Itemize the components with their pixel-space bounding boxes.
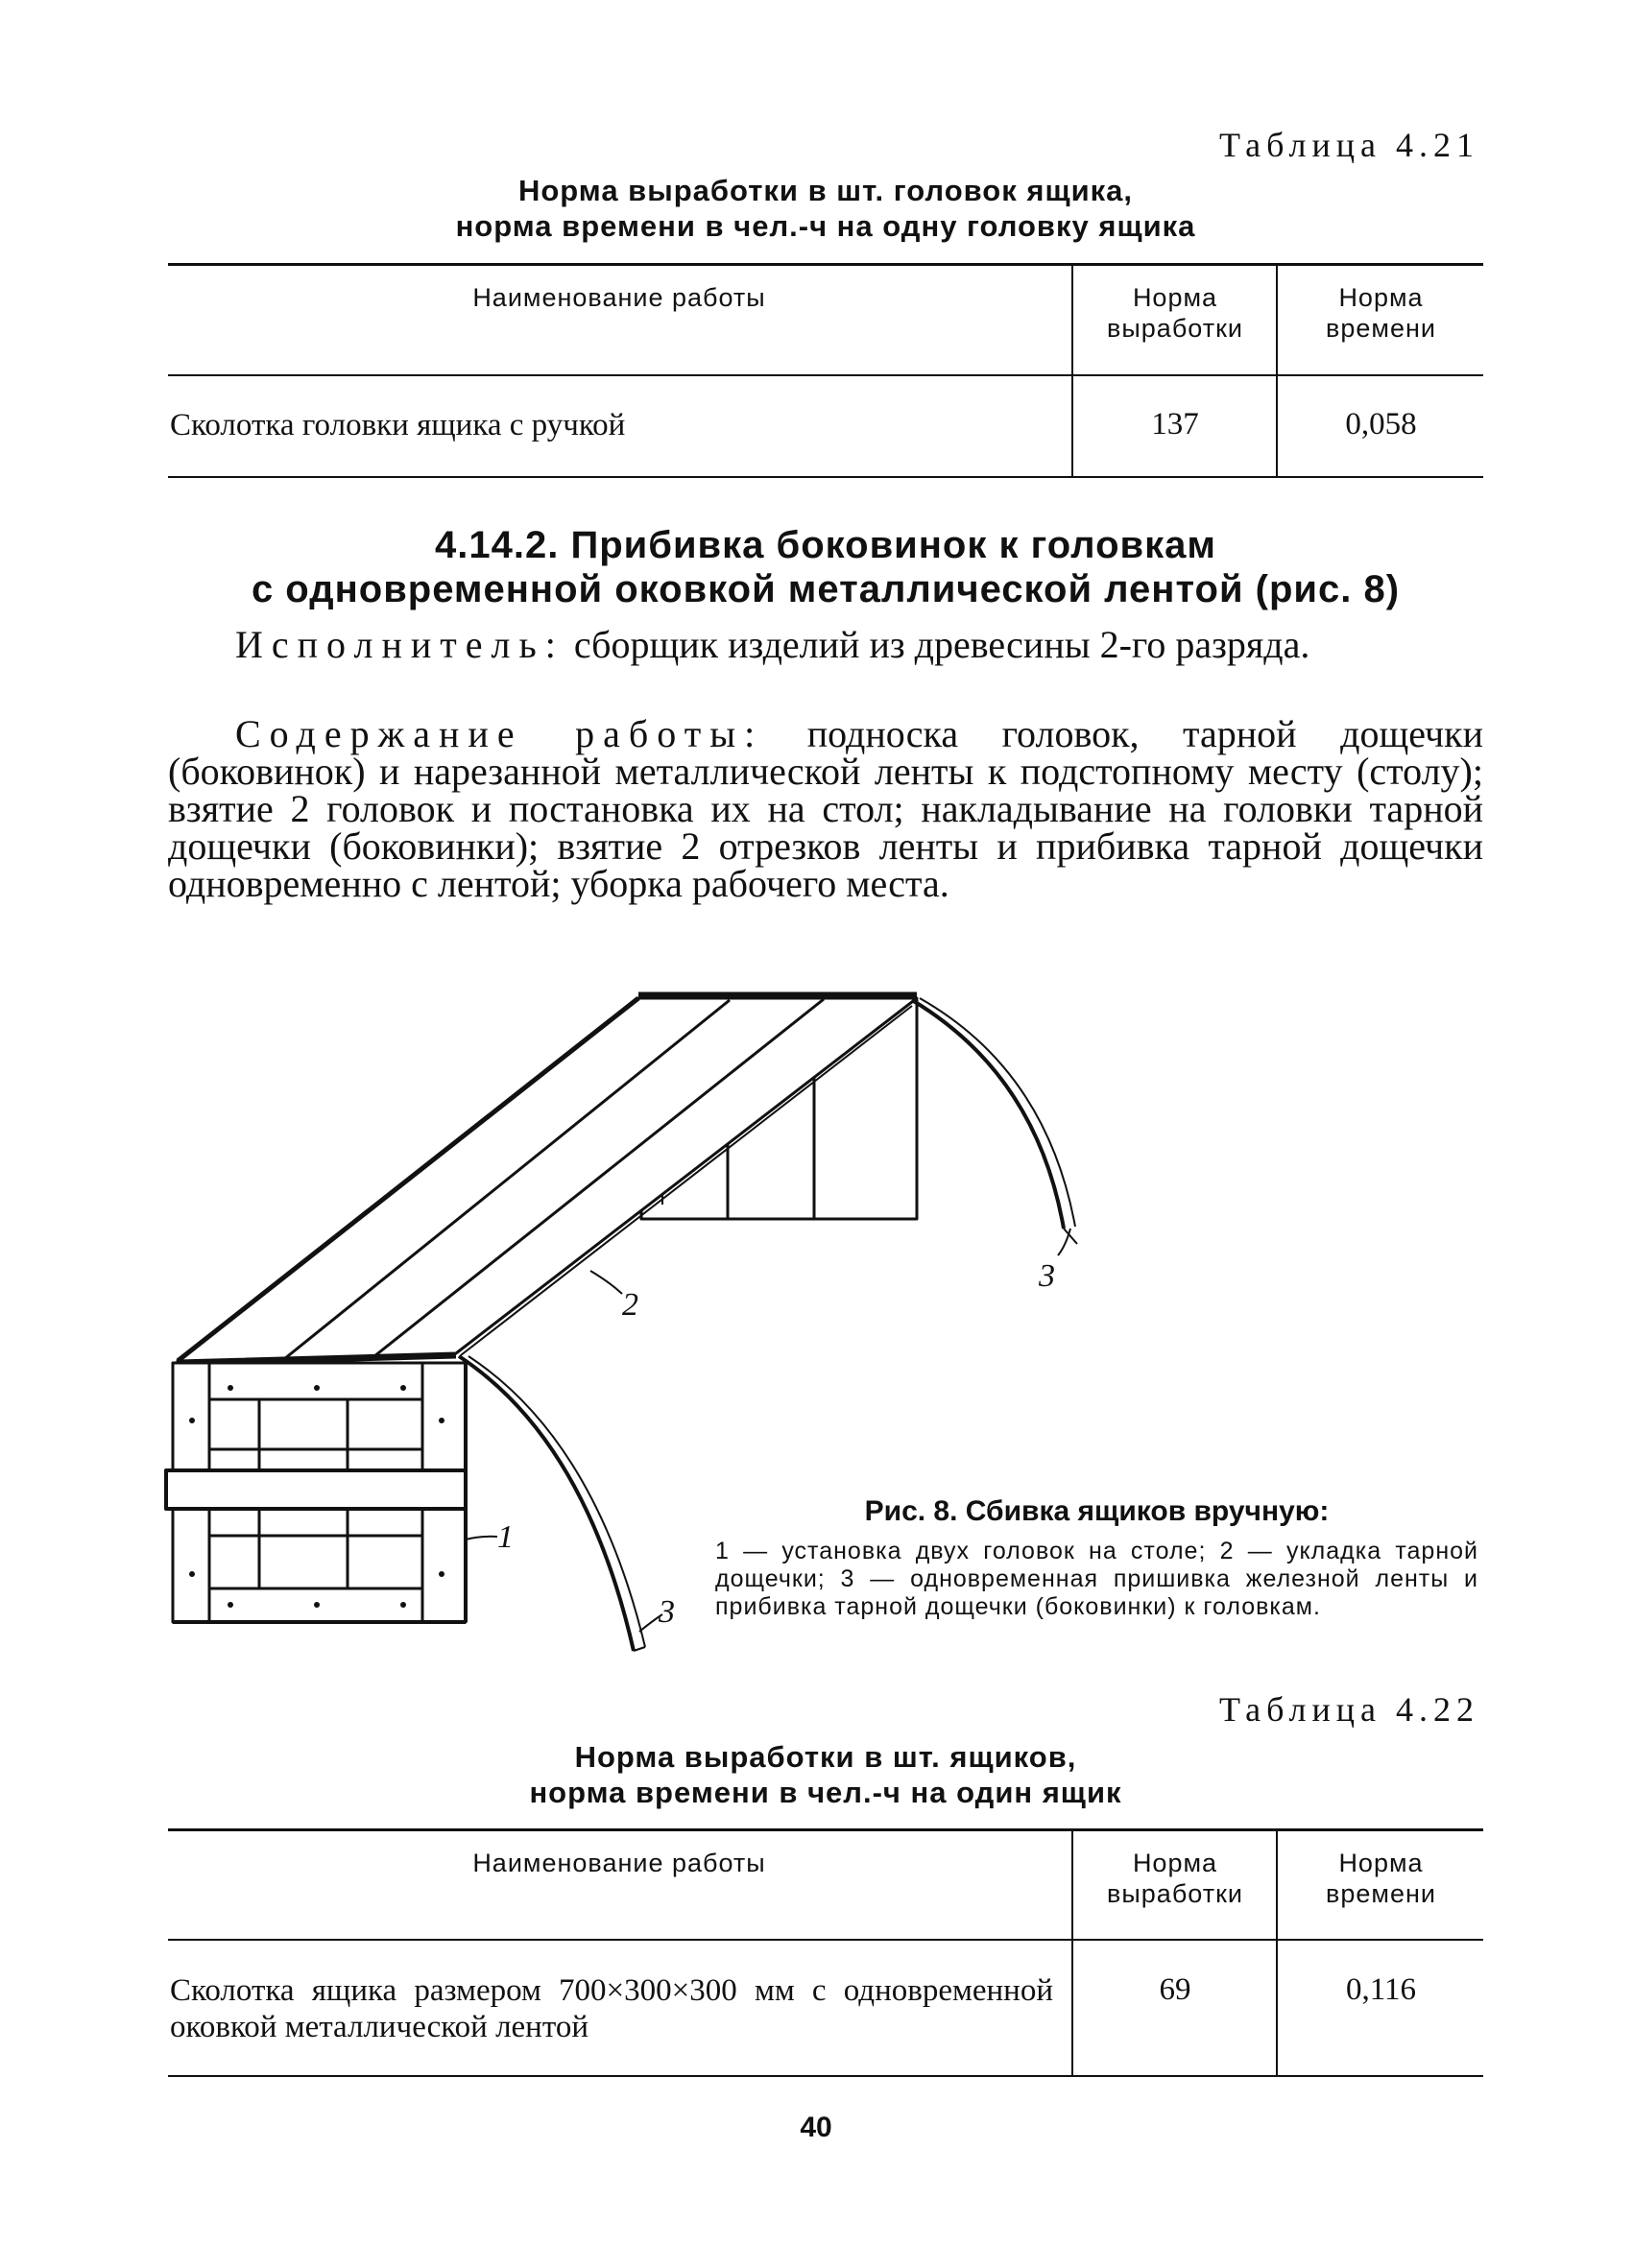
- table-caption: [163, 1739, 1488, 1810]
- column-header-output: [1073, 282, 1277, 344]
- figure-caption: [715, 1495, 1478, 1621]
- column-header-time: [1279, 1848, 1483, 1909]
- table-label: Таблица 4.22: [1219, 1690, 1479, 1729]
- column-divider: [1071, 265, 1073, 476]
- section-title-line: 4.14.2. Прибивка боковинок к головкам: [435, 524, 1216, 566]
- performer-paragraph: [168, 623, 1483, 666]
- table-caption-line: Норма выработки в шт. головок ящика,: [517, 174, 1134, 207]
- content-text: подноска головок, тарной дощечки (боковинок) и нарезанной металлической ленты к подстопному месту (столу); взятие 2 головок и постановка их на стол; накладывание на головки тарной дощечки (боковинки); взятие 2 отрезков ленты и прибивка тарной дощечки одновременно с лентой; уборка рабочего места.: [168, 712, 1484, 905]
- column-header-output: [1073, 1848, 1277, 1909]
- content-paragraph: [168, 712, 1484, 905]
- table-rule: [168, 374, 1483, 376]
- header-line: времени: [1326, 1879, 1436, 1908]
- table-caption-line: норма времени в чел.-ч на один ящик: [529, 1776, 1122, 1809]
- table-rule: [168, 2075, 1483, 2077]
- content-label: Содержание работы:: [235, 712, 764, 755]
- callout-1: 1: [497, 1519, 514, 1555]
- column-header-name: Наименование работы: [472, 1849, 766, 1877]
- header-line: Норма: [1132, 283, 1218, 312]
- header-line: Норма: [1338, 1849, 1424, 1877]
- callout-2: 2: [622, 1287, 638, 1323]
- table-caption-line: Норма выработки в шт. ящиков,: [574, 1740, 1077, 1774]
- table-rule: [168, 1939, 1483, 1941]
- table-cell-output: 137: [1151, 407, 1199, 442]
- callout-3: 3: [659, 1594, 675, 1630]
- figure-caption-text: 1 — установка двух головок на столе; 2 — укладка тарной дощечки; 3 — одновременная пришивка железной ленты и прибивка тарной дощечки (боковинки) к головкам.: [715, 1538, 1478, 1620]
- section-title: [163, 523, 1488, 611]
- header-line: выработки: [1107, 314, 1243, 343]
- page-number: 40: [800, 2112, 832, 2143]
- column-header-time: [1279, 282, 1483, 344]
- header-line: Норма: [1132, 1849, 1218, 1877]
- table-caption: [163, 173, 1488, 244]
- table-rule: [168, 476, 1483, 478]
- section-title-line: с одновременной оковкой металлической лентой (рис. 8): [251, 568, 1401, 610]
- performer-text: сборщик изделий из древесины 2-го разряда.: [573, 623, 1310, 666]
- header-line: Норма: [1338, 283, 1424, 312]
- table-cell-name: Сколотка головки ящика с ручкой: [170, 408, 626, 442]
- figure-caption-title: Рис. 8. Сбивка ящиков вручную:: [864, 1495, 1330, 1527]
- performer-label: Исполнитель:: [235, 623, 564, 666]
- table-cell-output: 69: [1159, 1972, 1191, 2007]
- column-header-name: Наименование работы: [472, 283, 766, 312]
- table-rule: [168, 1828, 1483, 1831]
- callout-3: 3: [1039, 1258, 1055, 1294]
- table-label: Таблица 4.21: [1219, 126, 1479, 164]
- column-divider: [1071, 1830, 1073, 2075]
- column-divider: [1276, 1830, 1278, 2075]
- header-line: выработки: [1107, 1879, 1243, 1908]
- header-line: времени: [1326, 314, 1436, 343]
- table-caption-line: норма времени в чел.-ч на одну головку ящика: [455, 209, 1196, 243]
- column-divider: [1276, 265, 1278, 476]
- table-cell-time: 0,058: [1345, 407, 1417, 442]
- table-cell-time: 0,116: [1345, 1972, 1417, 2007]
- table-rule: [168, 263, 1483, 266]
- table-cell-name: Сколотка ящика размером 700×300×300 мм с одновременной оковкой металлической лентой: [170, 1973, 1053, 2044]
